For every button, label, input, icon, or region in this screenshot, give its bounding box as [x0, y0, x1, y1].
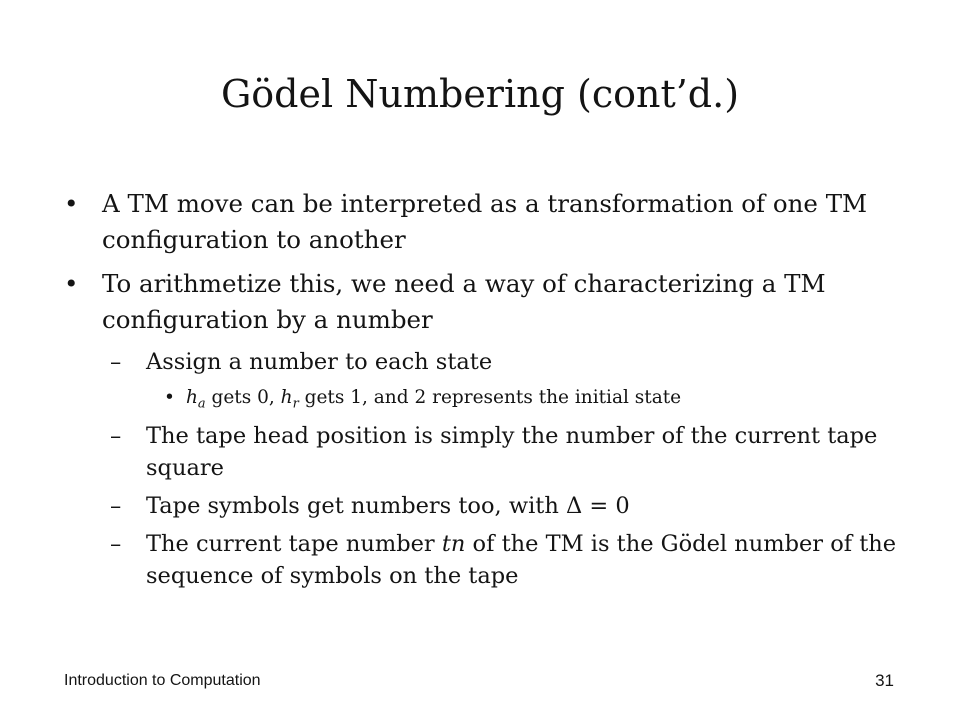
dash-marker: – [110, 423, 122, 449]
bullet-2 [64, 266, 904, 338]
subscript-r: r [292, 396, 299, 412]
bullet-marker: • [64, 269, 79, 298]
sub-bullet-2 [64, 420, 904, 484]
sub-bullet-4-post: of the TM is the Gödel number of the sequence of symbols on the tape [146, 531, 897, 589]
sub-sub-bullet-1-text [186, 387, 682, 412]
bullet-marker: • [64, 189, 79, 218]
dash-marker: – [110, 493, 122, 519]
sub-bullet-3-text: Tape symbols get numbers too, with Δ = 0 [146, 493, 630, 519]
var-h-r: h [280, 387, 293, 408]
slide-title: Gödel Numbering (cont’d.) [220, 72, 740, 116]
subscript-a: a [197, 396, 206, 412]
var-tn: tn [441, 531, 466, 557]
sub-bullet-4-text [146, 531, 896, 589]
bullet-1-text: A TM move can be interpreted as a transformation of one TM configuration to another [102, 189, 868, 254]
sub-bullet-2-text: The tape head position is simply the number of the current tape square [146, 423, 878, 481]
footer-page-number: 31 [875, 671, 894, 690]
small-bullet-marker: • [164, 387, 175, 408]
sub-bullet-4 [64, 528, 904, 592]
sub-bullet-1-text: Assign a number to each state [146, 349, 493, 375]
sub-sub-text-1: gets 0, [205, 387, 281, 408]
sub-bullet-3 [64, 490, 904, 522]
sub-sub-text-2: gets 1, and 2 represents the initial state [298, 387, 682, 408]
dash-marker: – [110, 349, 122, 375]
bullet-1 [64, 186, 904, 258]
var-h-a: h [186, 387, 198, 408]
sub-bullet-4-pre: The current tape number [146, 531, 442, 557]
dash-marker: – [110, 531, 122, 557]
sub-sub-bullet-1 [64, 384, 904, 412]
footer-course-title: Introduction to Computation [64, 672, 261, 689]
slide-body [64, 186, 904, 598]
sub-bullet-1 [64, 346, 904, 378]
bullet-2-text: To arithmetize this, we need a way of characterizing a TM configuration by a number [102, 269, 826, 334]
